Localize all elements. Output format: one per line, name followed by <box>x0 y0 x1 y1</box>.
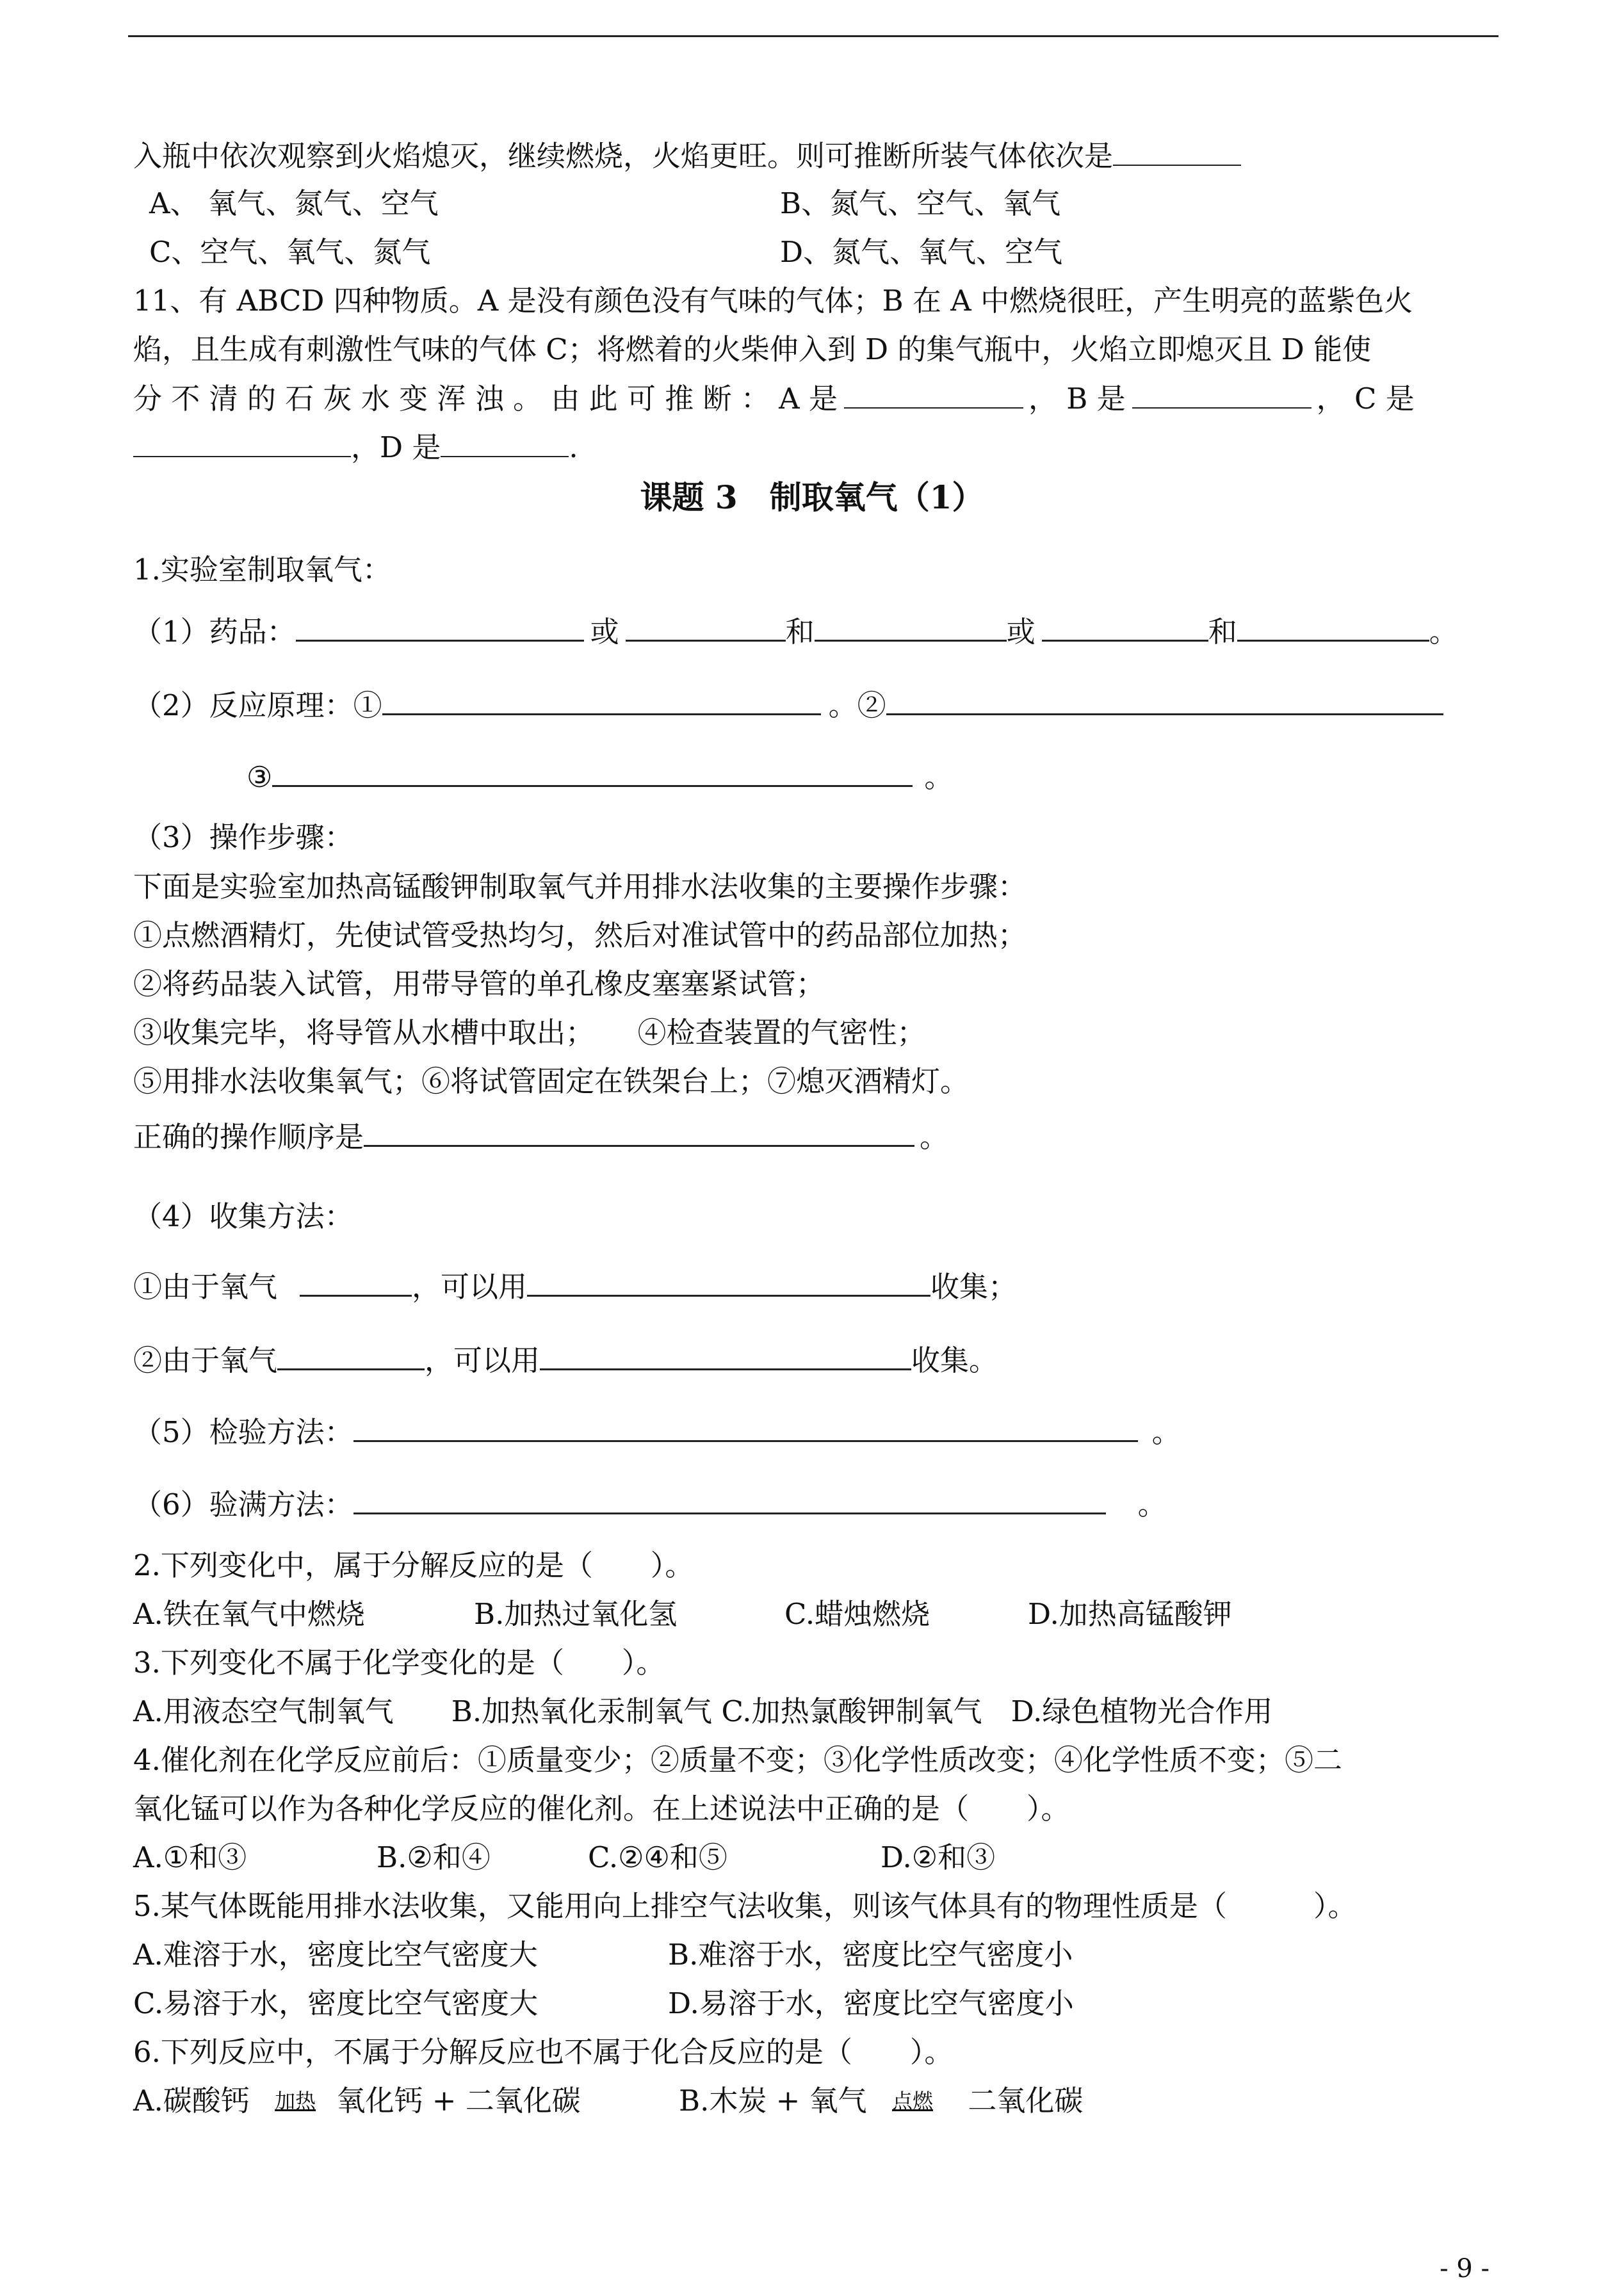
option-c: C、空气、氧气、氮气 <box>149 235 431 269</box>
collect-blank-4[interactable] <box>540 1340 911 1370</box>
text-line: （1）药品： 或 和 或 和 。 <box>133 612 1458 651</box>
option-b: B.难溶于水，密度比空气密度小 <box>668 1938 1073 1972</box>
drug-blank-5[interactable] <box>1237 612 1429 642</box>
option-row: A.用液态空气制氧气 B.加热氧化汞制氧气 C.加热氯酸钾制氧气 D.绿色植物光合作用 <box>133 1694 1273 1728</box>
option-c: C.蜡烛燃烧 <box>784 1597 930 1631</box>
option-row: A.碳酸钙 加热 氧化钙 + 二氧化碳 B.木炭 + 氧气 点燃 二氧化碳 <box>133 2082 581 2123</box>
collect-blank-3[interactable] <box>277 1340 425 1370</box>
question-2: 2.下列变化中，属于分解反应的是（ ）。 <box>133 1548 694 1582</box>
drug-blank-4[interactable] <box>1042 612 1208 642</box>
drug-blank-3[interactable] <box>815 612 1007 642</box>
option-b: B.加热过氧化氢 <box>474 1597 678 1631</box>
page-number: - 9 - <box>1440 2254 1490 2283</box>
option-row <box>133 1936 1073 1974</box>
page-title: 课题 3 制取氧气（1） <box>640 478 984 516</box>
option-a: A.碳酸钙 <box>133 2084 250 2118</box>
text-line: （5）检验方法： 。 <box>133 1412 1181 1452</box>
option-d: D、氮气、氧气、空气 <box>780 235 1063 269</box>
text-line: 氧化锰可以作为各种化学反应的催化剂。在上述说法中正确的是（ ）。 <box>133 1792 1070 1826</box>
question-6: 6.下列反应中，不属于分解反应也不属于化合反应的是（ ）。 <box>133 2035 954 2069</box>
option-d: D.加热高锰酸钾 <box>1028 1597 1232 1631</box>
option-b: B.②和④ <box>377 1840 491 1874</box>
text-line: 下面是实验室加热高锰酸钾制取氧气并用排水法收集的主要操作步骤： <box>133 870 1027 904</box>
option-d: D.易溶于水，密度比空气密度小 <box>668 1986 1074 2020</box>
option-b: B、氮气、空气、氧气 <box>780 186 1061 220</box>
text-line: （2）反应原理：① 。② <box>133 685 1443 725</box>
drug-blank-1[interactable] <box>296 612 584 642</box>
text-line: ②由于氧气 ，可以用 收集。 <box>133 1340 998 1380</box>
text-line: ⑤用排水法收集氧气；⑥将试管固定在铁架台上；⑦熄灭酒精灯。 <box>133 1064 970 1098</box>
question-11: 11、有 ABCD 四种物质。A 是没有颜色没有气味的气体；B 在 A 中燃烧很旺，产生明亮的蓝紫色火 <box>133 284 1413 318</box>
option-row <box>133 1984 1074 2023</box>
text-line: 分 不 清 的 石 灰 水 变 浑 浊 。 由 此 可 推 断 ： A 是 ， B 是 ， C 是 <box>133 379 1415 418</box>
principle-blank-2[interactable] <box>886 685 1443 715</box>
text-line: ②将药品装入试管，用带导管的单孔橡皮塞塞紧试管； <box>133 967 825 1001</box>
collect-blank-1[interactable] <box>300 1267 412 1297</box>
full-check-blank[interactable] <box>353 1484 1106 1514</box>
text-line: （4）收集方法： <box>133 1199 353 1233</box>
principle-blank-3[interactable] <box>272 757 913 787</box>
answer-blank-b[interactable] <box>1132 379 1311 409</box>
text-line: ③收集完毕，将导管从水槽中取出； ④检查装置的气密性； <box>133 1016 926 1050</box>
header-rule <box>128 35 1498 37</box>
option-b: B.木炭 + 氧气 点燃 二氧化碳 <box>679 2084 1084 2118</box>
option-c: C.②④和⑤ <box>588 1840 727 1874</box>
order-blank[interactable] <box>364 1117 914 1147</box>
principle-blank-1[interactable] <box>382 685 821 715</box>
drug-blank-2[interactable] <box>626 612 786 642</box>
option-c: C.易溶于水，密度比空气密度大 <box>133 1986 539 2020</box>
question-3: 3.下列变化不属于化学变化的是（ ）。 <box>133 1646 665 1680</box>
test-blank[interactable] <box>353 1412 1138 1442</box>
option-row <box>133 233 1063 272</box>
option-a: A.①和③ <box>133 1840 247 1874</box>
question-1: 1.实验室制取氧气： <box>133 553 391 587</box>
answer-blank-a[interactable] <box>844 379 1023 409</box>
reaction-condition-ignite: 点燃 <box>892 2089 934 2113</box>
text-line: （6）验满方法： 。 <box>133 1484 1167 1524</box>
text-line: 焰，且生成有刺激性气味的气体 C；将燃着的火柴伸入到 D 的集气瓶中，火焰立即熄灭且 D 能使 <box>133 332 1372 366</box>
text-line: ①点燃酒精灯，先使试管受热均匀，然后对准试管中的药品部位加热； <box>133 918 1027 952</box>
text-line: 正确的操作顺序是 。 <box>133 1117 948 1156</box>
option-d: D.②和③ <box>881 1840 996 1874</box>
text-line: （3）操作步骤： <box>133 820 353 854</box>
collect-blank-2[interactable] <box>527 1267 930 1297</box>
answer-blank-c[interactable] <box>133 428 351 457</box>
option-row <box>133 184 1061 223</box>
option-row <box>133 1838 996 1877</box>
option-a: A.铁在氧气中燃烧 <box>133 1597 365 1631</box>
question-5: 5.某气体既能用排水法收集，又能用向上排空气法收集，则该气体具有的物理性质是（ ）。 <box>133 1889 1357 1923</box>
text-line: ①由于氧气 ，可以用 收集； <box>133 1267 1017 1306</box>
text-line: 入瓶中依次观察到火焰熄灭，继续燃烧，火焰更旺。则可推断所装气体依次是 <box>133 136 1241 175</box>
option-a: A、 氧气、氮气、空气 <box>149 186 439 220</box>
text-line: ，D 是 . <box>133 428 578 467</box>
answer-blank[interactable] <box>1113 136 1241 166</box>
text-line: ③ 。 <box>247 757 953 797</box>
option-row <box>133 1595 1232 1634</box>
answer-blank-d[interactable] <box>441 428 569 457</box>
reaction-condition-heat: 加热 <box>275 2089 316 2113</box>
question-4: 4.催化剂在化学反应前后：①质量变少；②质量不变；③化学性质改变；④化学性质不变；⑤二 <box>133 1743 1342 1777</box>
option-a: A.难溶于水，密度比空气密度大 <box>133 1938 538 1972</box>
